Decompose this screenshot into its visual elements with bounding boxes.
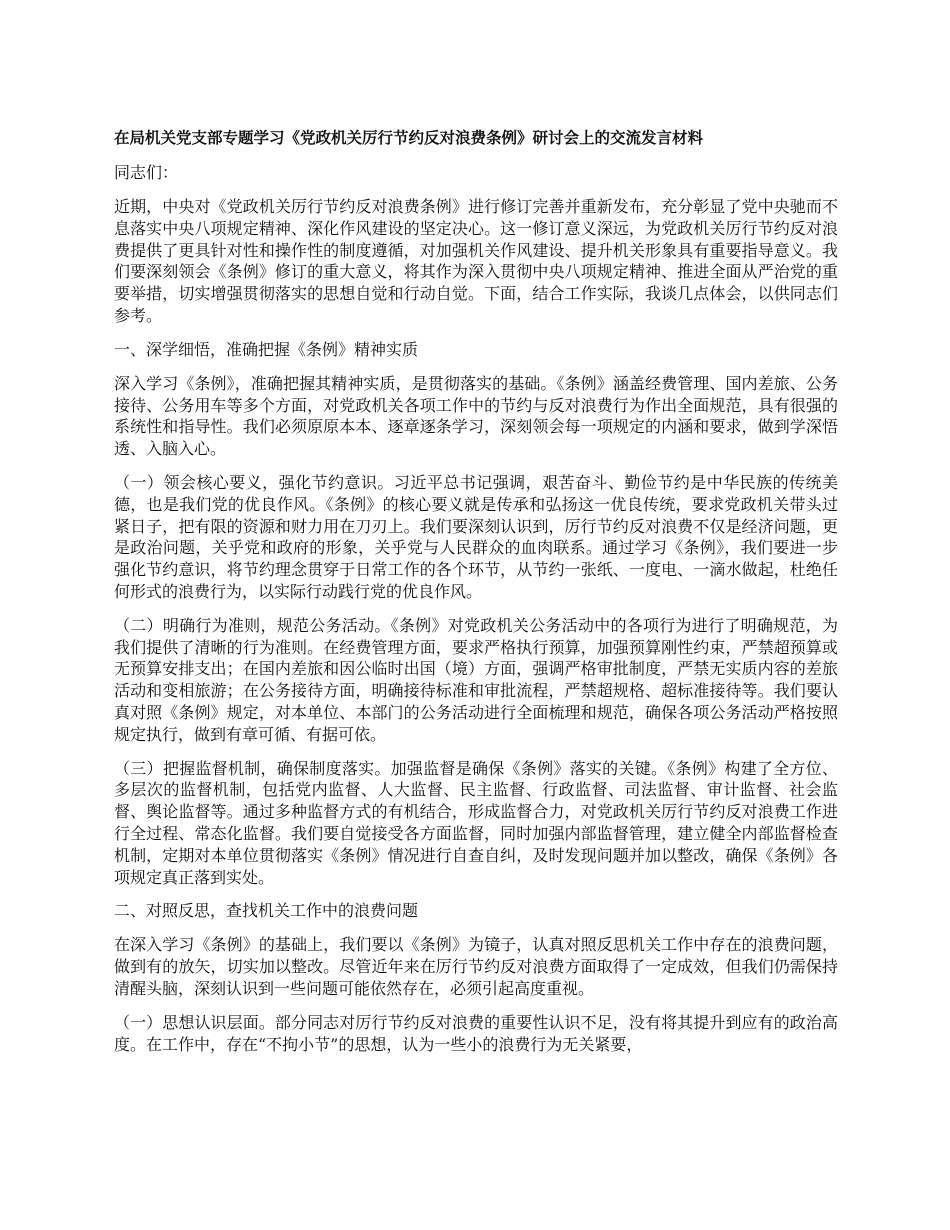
intro-paragraph: 近期，中央对《党政机关厉行节约反对浪费条例》进行修订完善并重新发布，充分彰显了党中央驰而不息落实中央八项规定精神、深化作风建设的坚定决心。这一修订意义深远，为党政机关厉行节约反对浪费提供了更具针对性和操作性的制度遵循，对加强机关作风建设、提升机关形象具有重要指导意义。我们要深刻领会《条例》修订的重大意义，将其作为深入贯彻中央八项规定精神、推进全面从严治党的重要举措，切实增强贯彻落实的思想自觉和行动自觉。下面，结合工作实际，我谈几点体会，以供同志们参考。 (114, 197, 838, 325)
section-heading-1: 一、深学细悟，准确把握《条例》精神实质 (114, 339, 419, 359)
section-1-intro-paragraph: 深入学习《条例》，准确把握其精神实质，是贯彻落实的基础。《条例》涵盖经费管理、国内差旅、公务接待、公务用车等多个方面，对党政机关各项工作中的节约与反对浪费行为作出全面规范，具有很强的系统性和指导性。我们必须原原本本、逐章逐条学习，深刻领会每一项规定的内涵和要求，做到学深悟透、入脑入心。 (114, 373, 838, 459)
section-1-point-2-paragraph: （二）明确行为准则，规范公务活动。《条例》对党政机关公务活动中的各项行为进行了明确规范，为我们提供了清晰的行为准则。在经费管理方面，要求严格执行预算，加强预算刚性约束，严禁超预算或无预算安排支出；在国内差旅和因公临时出国（境）方面，强调严格审批制度，严禁无实质内容的差旅活动和变相旅游；在公务接待方面，明确接待标准和审批流程，严禁超规格、超标准接待等。我们要认真对照《条例》规定，对本单位、本部门的公务活动进行全面梳理和规范，确保各项公务活动严格按照规定执行，做到有章可循、有据可依。 (114, 615, 838, 744)
section-2-intro-paragraph: 在深入学习《条例》的基础上，我们要以《条例》为镜子，认真对照反思机关工作中存在的浪费问题，做到有的放矢，切实加以整改。尽管近年来在厉行节约反对浪费方面取得了一定成效，但我们仍需保持清醒头脑，深刻认识到一些问题可能依然存在，必须引起高度重视。 (114, 935, 838, 998)
greeting: 同志们： (114, 163, 179, 182)
section-1-point-1-paragraph: （一）领会核心要义，强化节约意识。习近平总书记强调，艰苦奋斗、勤俭节约是中华民族的传统美德，也是我们党的优良作风。《条例》的核心要义就是传承和弘扬这一优良传统，要求党政机关带头过紧日子，把有限的资源和财力用在刀刃上。我们要深刻认识到，厉行节约反对浪费不仅是经济问题，更是政治问题，关乎党和政府的形象，关乎党与人民群众的血肉联系。通过学习《条例》，我们要进一步强化节约意识，将节约理念贯穿于日常工作的各个环节，从节约一张纸、一度电、一滴水做起，杜绝任何形式的浪费行为，以实际行动践行党的优良作风。 (114, 472, 838, 601)
document-title: 在局机关党支部专题学习《党政机关厉行节约反对浪费条例》研讨会上的交流发言材料 (114, 129, 704, 147)
section-2-point-1-paragraph: （一）思想认识层面。部分同志对厉行节约反对浪费的重要性认识不足，没有将其提升到应有的政治高度。在工作中，存在“不拘小节”的思想，认为一些小的浪费行为无关紧要， (114, 1012, 838, 1054)
section-1-point-3-paragraph: （三）把握监督机制，确保制度落实。加强监督是确保《条例》落实的关键。《条例》构建了全方位、多层次的监督机制，包括党内监督、人大监督、民主监督、行政监督、司法监督、审计监督、社会监督、舆论监督等。通过多种监督方式的有机结合，形成监督合力，对党政机关厉行节约反对浪费工作进行全过程、常态化监督。我们要自觉接受各方面监督，同时加强内部监督管理，建立健全内部监督检查机制，定期对本单位贯彻落实《条例》情况进行自查自纠，及时发现问题并加以整改，确保《条例》各项规定真正落到实处。 (114, 758, 838, 887)
section-heading-2: 二、对照反思，查找机关工作中的浪费问题 (114, 901, 419, 921)
document-page (114, 126, 838, 1067)
